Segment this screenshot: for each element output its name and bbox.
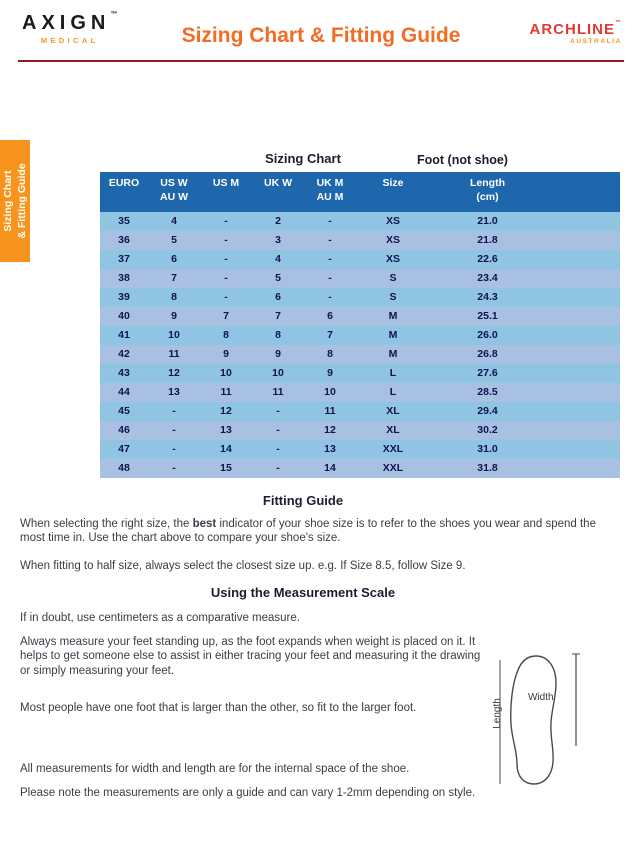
table-row (100, 459, 620, 478)
col-header-size: Size (356, 172, 430, 212)
table-cell: - (200, 212, 252, 231)
table-cell: 8 (304, 345, 356, 364)
table-cell: 12 (200, 402, 252, 421)
table-header-row (100, 172, 620, 212)
table-cell: 40 (100, 307, 148, 326)
table-cell: 31.0 (430, 440, 545, 459)
table-cell: 11 (252, 383, 304, 402)
table-cell: 42 (100, 345, 148, 364)
table-cell: 14 (304, 459, 356, 478)
measurement-paragraph-4: All measurements for width and length are for the internal space of the shoe. (20, 763, 410, 775)
table-cell: 46 (100, 421, 148, 440)
sizing-chart-title: Sizing Chart (265, 151, 341, 166)
table-cell: 21.0 (430, 212, 545, 231)
header (0, 0, 642, 60)
axign-logo-name: AXIGN™ (22, 11, 118, 34)
table-cell: 15 (200, 459, 252, 478)
table-cell: XXL (356, 440, 430, 459)
table-cell (545, 250, 620, 269)
measurement-scale-heading: Using the Measurement Scale (210, 585, 396, 600)
table-cell (545, 288, 620, 307)
table-cell: M (356, 307, 430, 326)
table-row (100, 364, 620, 383)
table-row (100, 383, 620, 402)
table-cell: XXL (356, 459, 430, 478)
table-cell (545, 269, 620, 288)
col-header-euro: EURO (100, 172, 148, 212)
table-cell: 29.4 (430, 402, 545, 421)
table-cell (545, 326, 620, 345)
table-cell: 9 (304, 364, 356, 383)
table-row (100, 421, 620, 440)
trademark-symbol: ™ (110, 11, 118, 18)
table-cell: 11 (304, 402, 356, 421)
table-cell: 12 (148, 364, 200, 383)
table-cell: - (304, 231, 356, 250)
table-cell: 3 (252, 231, 304, 250)
table-cell: 7 (304, 326, 356, 345)
col-header-uk-w: UK W (252, 172, 304, 212)
table-cell: 9 (252, 345, 304, 364)
table-row (100, 212, 620, 231)
table-cell: 5 (252, 269, 304, 288)
col-header-us-w: US W AU W (148, 172, 200, 212)
table-cell: XS (356, 231, 430, 250)
table-cell (545, 307, 620, 326)
fitting-guide-heading: Fitting Guide (262, 493, 344, 508)
col-header-filler (545, 172, 620, 212)
table-row (100, 402, 620, 421)
trademark-symbol: ™ (615, 20, 622, 26)
table-cell: 22.6 (430, 250, 545, 269)
table-cell: 2 (252, 212, 304, 231)
table-cell: 10 (148, 326, 200, 345)
measurement-paragraph-1: If in doubt, use centimeters as a comparative measure. (20, 612, 300, 624)
header-divider (18, 60, 624, 62)
table-cell: - (252, 402, 304, 421)
table-cell: L (356, 364, 430, 383)
table-cell: M (356, 345, 430, 364)
table-cell: 10 (304, 383, 356, 402)
table-cell (545, 440, 620, 459)
table-cell: 23.4 (430, 269, 545, 288)
table-cell: - (304, 212, 356, 231)
table-cell: 9 (148, 307, 200, 326)
table-cell: 27.6 (430, 364, 545, 383)
table-cell: 12 (304, 421, 356, 440)
table-cell (545, 421, 620, 440)
measurement-paragraph-5: Please note the measurements are only a guide and can vary 1-2mm depending on style. (20, 787, 476, 799)
col-header-length: Length (cm) (430, 172, 545, 212)
table-cell: 11 (148, 345, 200, 364)
table-cell: 37 (100, 250, 148, 269)
table-row (100, 250, 620, 269)
table-row (100, 269, 620, 288)
table-cell: - (200, 231, 252, 250)
table-cell: - (200, 250, 252, 269)
table-cell: 4 (148, 212, 200, 231)
table-cell: 21.8 (430, 231, 545, 250)
table-cell (545, 459, 620, 478)
page-title: Sizing Chart & Fitting Guide (181, 24, 461, 47)
table-row (100, 231, 620, 250)
table-cell (545, 383, 620, 402)
table-cell: 47 (100, 440, 148, 459)
length-label: Length (491, 698, 503, 729)
table-cell (545, 212, 620, 231)
table-cell: 28.5 (430, 383, 545, 402)
table-cell: XS (356, 212, 430, 231)
sizing-table-body (100, 212, 620, 478)
archline-logo-name: ARCHLINE™ (529, 20, 622, 38)
table-cell: 39 (100, 288, 148, 307)
table-cell: 5 (148, 231, 200, 250)
table-row (100, 307, 620, 326)
foot-measurement-diagram (488, 650, 588, 790)
table-cell: 7 (200, 307, 252, 326)
archline-logo (530, 22, 623, 45)
table-cell: - (148, 440, 200, 459)
table-row (100, 345, 620, 364)
table-cell: 48 (100, 459, 148, 478)
table-cell: - (148, 421, 200, 440)
fitting-guide-paragraph-1: When selecting the right size, the best indicator of your shoe size is to refer to the shoes you wear and spend the most time in. Use the chart above to compare your shoe's size. (20, 518, 596, 545)
table-cell: 13 (148, 383, 200, 402)
table-cell: 36 (100, 231, 148, 250)
table-cell: - (304, 250, 356, 269)
table-cell: XL (356, 421, 430, 440)
table-cell: XS (356, 250, 430, 269)
table-cell: 4 (252, 250, 304, 269)
table-row (100, 288, 620, 307)
table-cell: 24.3 (430, 288, 545, 307)
measurement-paragraph-3: Most people have one foot that is larger than the other, so fit to the larger foot. (20, 702, 417, 714)
table-cell: 10 (200, 364, 252, 383)
table-cell: - (148, 402, 200, 421)
table-cell (545, 345, 620, 364)
table-cell: 6 (252, 288, 304, 307)
foot-outline-illustration (488, 650, 588, 790)
table-row (100, 326, 620, 345)
table-cell: - (200, 288, 252, 307)
fitting-guide-paragraph-2: When fitting to half size, always select the closest size up. e.g. If Size 8.5, follow Size 9. (20, 560, 466, 572)
table-cell: 8 (200, 326, 252, 345)
table-cell (545, 402, 620, 421)
table-cell: - (252, 421, 304, 440)
table-cell: 35 (100, 212, 148, 231)
table-cell: - (252, 440, 304, 459)
table-cell: 11 (200, 383, 252, 402)
table-cell: - (304, 288, 356, 307)
table-cell (545, 364, 620, 383)
table-cell: 43 (100, 364, 148, 383)
table-cell: S (356, 288, 430, 307)
table-cell: XL (356, 402, 430, 421)
table-cell: 30.2 (430, 421, 545, 440)
table-cell: 8 (252, 326, 304, 345)
table-row (100, 440, 620, 459)
table-cell: 6 (304, 307, 356, 326)
table-cell: 26.8 (430, 345, 545, 364)
archline-logo-subtitle: AUSTRALIA (570, 38, 622, 45)
table-cell: 45 (100, 402, 148, 421)
width-label: Width (528, 692, 554, 703)
table-cell: 41 (100, 326, 148, 345)
table-cell (545, 231, 620, 250)
table-cell: S (356, 269, 430, 288)
table-cell: M (356, 326, 430, 345)
col-header-uk-m: UK M AU M (304, 172, 356, 212)
table-cell: 13 (304, 440, 356, 459)
table-cell: 7 (252, 307, 304, 326)
col-header-us-m: US M (200, 172, 252, 212)
table-cell: L (356, 383, 430, 402)
foot-not-shoe-label: Foot (not shoe) (417, 153, 508, 167)
sizing-table (100, 172, 620, 478)
table-cell: - (148, 459, 200, 478)
table-cell: 14 (200, 440, 252, 459)
table-cell: 31.8 (430, 459, 545, 478)
measurement-paragraph-2: Always measure your feet standing up, as the foot expands when weight is placed on it. It helps to get someone else to assist in either tracing your feet and measuring it the drawing or simply measuring your feet. (20, 636, 481, 677)
table-cell: 26.0 (430, 326, 545, 345)
table-cell: 38 (100, 269, 148, 288)
table-cell: 13 (200, 421, 252, 440)
table-cell: 44 (100, 383, 148, 402)
axign-logo-subtitle: MEDICAL (40, 36, 99, 45)
table-cell: 10 (252, 364, 304, 383)
table-cell: - (304, 269, 356, 288)
table-cell: - (252, 459, 304, 478)
table-cell: 8 (148, 288, 200, 307)
table-cell: 7 (148, 269, 200, 288)
table-cell: 9 (200, 345, 252, 364)
table-cell: - (200, 269, 252, 288)
side-tab-label: Sizing Chart & Fitting Guide (2, 163, 28, 239)
table-cell: 25.1 (430, 307, 545, 326)
table-cell: 6 (148, 250, 200, 269)
